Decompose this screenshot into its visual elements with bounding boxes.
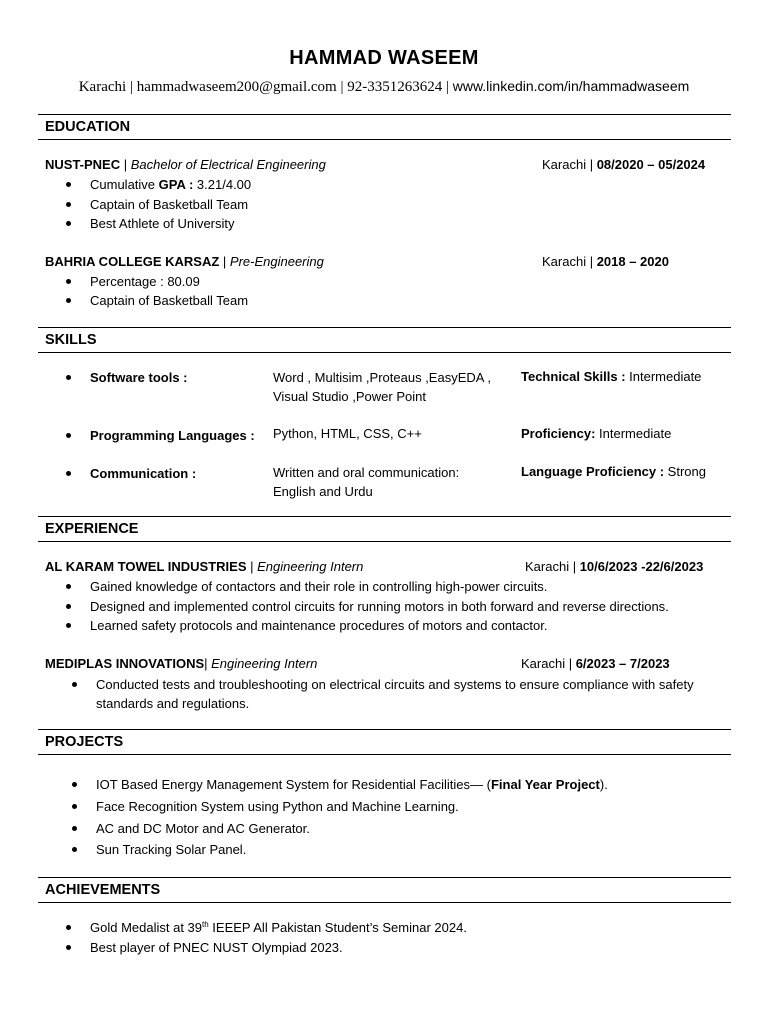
experience-entry-meta: Karachi | 10/6/2023 -22/6/2023	[525, 559, 704, 574]
institution-name: BAHRIA COLLEGE KARSAZ	[45, 254, 220, 269]
degree-name: Bachelor of Electrical Engineering	[130, 157, 326, 172]
experience-entry-heading: AL KARAM TOWEL INDUSTRIES | Engineering Intern	[45, 559, 364, 574]
list-item: AC and DC Motor and AC Generator.	[96, 821, 310, 836]
skill-label: Software tools :	[90, 370, 188, 385]
contact-line	[0, 77, 768, 96]
section-title-projects: PROJECTS	[45, 734, 124, 750]
list-item: Captain of Basketball Team	[90, 197, 249, 212]
bullet-icon	[66, 202, 71, 207]
gpa-value: 3.21/4.00	[193, 177, 252, 192]
section-rule-bottom	[38, 754, 731, 755]
bullet-icon	[66, 604, 71, 609]
section-rule-bottom	[38, 139, 731, 140]
skill-value: Written and oral communication: English and Urdu	[273, 465, 460, 499]
experience-location: Karachi	[525, 559, 570, 574]
education-dates: 08/2020 – 05/2024	[596, 157, 706, 172]
job-role: Engineering Intern	[211, 656, 318, 671]
skill-value: Word , Multisim ,Proteaus ,EasyEDA , Visual Studio ,Power Point	[273, 370, 491, 404]
contact-separator: |	[336, 79, 348, 95]
skill-value: Python, HTML, CSS, C++	[273, 426, 422, 441]
contact-separator: |	[442, 79, 453, 95]
bullet-icon	[66, 279, 71, 284]
section-rule-top	[38, 327, 731, 328]
ordinal-suffix: th	[202, 920, 209, 929]
bullet-icon	[66, 182, 71, 187]
bullet-icon	[66, 433, 71, 438]
list-item	[96, 776, 608, 794]
bullet-icon	[72, 804, 77, 809]
list-item: Learned safety protocols and maintenance procedures of motors and contactor.	[90, 618, 548, 633]
education-location: Karachi	[542, 254, 587, 269]
skill-right-value: Strong	[664, 464, 706, 479]
list-item	[90, 176, 251, 194]
education-entry-heading: NUST-PNEC | Bachelor of Electrical Engineering	[45, 157, 326, 172]
section-rule-top	[38, 729, 731, 730]
bullet-icon	[66, 221, 71, 226]
list-item: Best Athlete of University	[90, 216, 235, 231]
list-item: Designed and implemented control circuits for running motors in both forward and reverse directions.	[90, 599, 669, 614]
job-role: Engineering Intern	[257, 559, 364, 574]
list-item: Captain of Basketball Team	[90, 293, 249, 308]
list-item: Percentage : 80.09	[90, 274, 200, 289]
bullet-icon	[72, 782, 77, 787]
contact-email[interactable]: hammadwaseem200@gmail.com	[136, 79, 337, 95]
list-item	[90, 919, 467, 937]
experience-dates: 6/2023 – 7/2023	[575, 656, 670, 671]
degree-name: Pre-Engineering	[229, 254, 324, 269]
skill-label: Communication :	[90, 466, 197, 481]
list-item: Conducted tests and troubleshooting on electrical circuits and systems to ensure compliance with safety standards and regulations.	[96, 677, 694, 711]
experience-entry-heading: MEDIPLAS INNOVATIONS| Engineering Intern	[45, 656, 318, 671]
section-title-achievements: ACHIEVEMENTS	[45, 882, 161, 898]
company-name: AL KARAM TOWEL INDUSTRIES	[45, 559, 247, 574]
achievement-text: Gold Medalist at 39	[90, 920, 203, 935]
project-suffix: ).	[599, 777, 608, 792]
section-title-skills: SKILLS	[45, 332, 97, 348]
bullet-icon	[72, 826, 77, 831]
education-location: Karachi	[542, 157, 587, 172]
skill-right-label: Language Proficiency :	[521, 464, 665, 479]
resume-name: HAMMAD WASEEM	[289, 47, 479, 69]
list-item: Gained knowledge of contactors and their role in controlling high-power circuits.	[90, 579, 548, 594]
achievement-text: IEEEP All Pakistan Student’s Seminar 2024.	[208, 920, 467, 935]
bullet-icon	[66, 945, 71, 950]
skill-right-value: Intermediate	[625, 369, 702, 384]
bullet-icon	[66, 623, 71, 628]
section-rule-bottom	[38, 902, 731, 903]
bullet-icon	[66, 925, 71, 930]
bullet-icon	[66, 298, 71, 303]
education-entry-meta: Karachi | 2018 – 2020	[542, 254, 669, 269]
bullet-icon	[72, 847, 77, 852]
skill-right	[521, 368, 701, 386]
section-rule-bottom	[38, 352, 731, 353]
education-entry-heading: BAHRIA COLLEGE KARSAZ | Pre-Engineering	[45, 254, 324, 269]
experience-dates: 10/6/2023 -22/6/2023	[579, 559, 704, 574]
list-item: Best player of PNEC NUST Olympiad 2023.	[90, 940, 343, 955]
project-tag: Final Year Project	[490, 777, 600, 792]
gpa-prefix: Cumulative	[90, 177, 159, 192]
section-title-experience: EXPERIENCE	[45, 521, 139, 537]
education-entry-meta: Karachi | 08/2020 – 05/2024	[542, 157, 706, 172]
skill-right-label: Technical Skills :	[521, 369, 626, 384]
skill-right-label: Proficiency:	[521, 426, 596, 441]
section-rule-top	[38, 114, 731, 115]
bullet-icon	[66, 375, 71, 380]
contact-city: Karachi	[78, 79, 127, 95]
contact-linkedin[interactable]: www.linkedin.com/in/hammadwaseem	[452, 78, 690, 94]
bullet-icon	[72, 682, 77, 687]
gpa-label: GPA :	[158, 177, 194, 192]
project-title: IOT Based Energy Management System for Residential Facilities— (	[96, 777, 491, 792]
bullet-icon	[66, 584, 71, 589]
experience-entry-meta: Karachi | 6/2023 – 7/2023	[521, 656, 670, 671]
institution-name: NUST-PNEC	[45, 157, 121, 172]
contact-separator: |	[126, 79, 137, 95]
list-item: Sun Tracking Solar Panel.	[96, 842, 247, 857]
company-name: MEDIPLAS INNOVATIONS	[45, 656, 205, 671]
bullet-icon	[66, 471, 71, 476]
section-rule-bottom	[38, 541, 731, 542]
skill-right	[521, 463, 706, 481]
section-rule-top	[38, 516, 731, 517]
contact-phone: 92-3351263624	[347, 79, 443, 95]
skill-right-value: Intermediate	[595, 426, 672, 441]
section-rule-top	[38, 877, 731, 878]
skill-right	[521, 425, 671, 443]
section-title-education: EDUCATION	[45, 119, 131, 135]
experience-location: Karachi	[521, 656, 566, 671]
education-dates: 2018 – 2020	[596, 254, 669, 269]
list-item: Face Recognition System using Python and Machine Learning.	[96, 799, 459, 814]
skill-label: Programming Languages :	[90, 428, 255, 443]
